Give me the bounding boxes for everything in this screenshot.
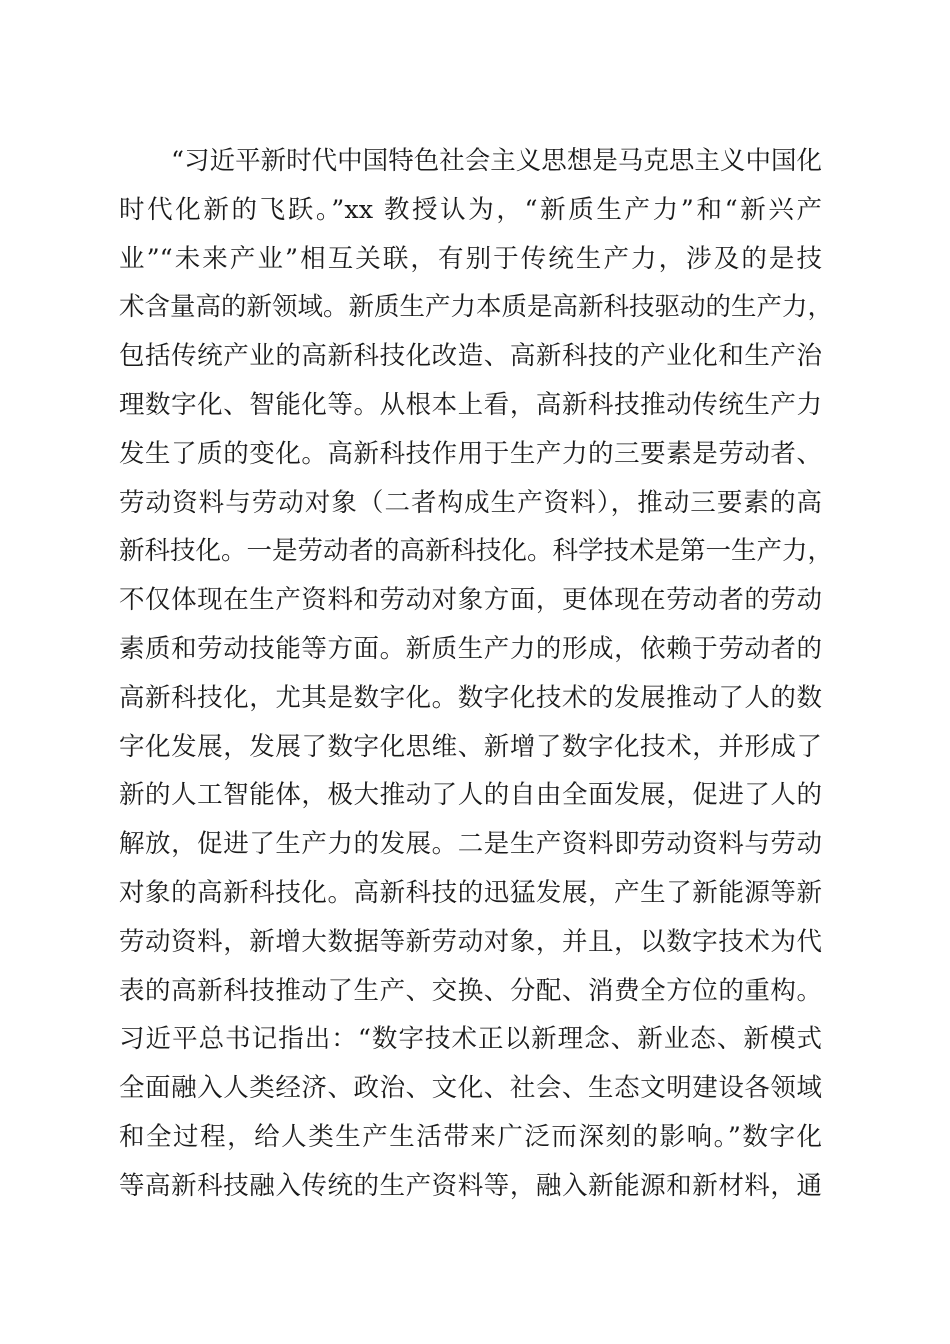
- paragraph-line: 高新科技化，尤其是数字化。数字化技术的发展推动了人的数: [119, 682, 822, 713]
- paragraph-line: “习近平新时代中国特色社会主义思想是马克思主义中国化: [171, 146, 822, 176]
- paragraph-line: 素质和劳动技能等方面。新质生产力的形成，依赖于劳动者的: [119, 633, 822, 664]
- paragraph-line: 术含量高的新领域。新质生产力本质是高新科技驱动的生产力，: [119, 292, 834, 323]
- paragraph-line: 新科技化。一是劳动者的高新科技化。科学技术是第一生产力，: [119, 536, 834, 567]
- paragraph-line: 习近平总书记指出：“数字技术正以新理念、新业态、新模式: [119, 1024, 822, 1055]
- paragraph-line: 业”“未来产业”相互关联，有别于传统生产力，涉及的是技: [119, 243, 822, 274]
- paragraph-line: 等高新科技融入传统的生产资料等，融入新能源和新材料，通: [119, 1170, 822, 1201]
- paragraph-line: 不仅体现在生产资料和劳动对象方面，更体现在劳动者的劳动: [119, 585, 822, 616]
- paragraph-line: 劳动资料与劳动对象（二者构成生产资料），推动三要素的高: [119, 487, 822, 518]
- body-paragraph: [0, 137, 950, 1211]
- paragraph-line: 对象的高新科技化。高新科技的迅猛发展，产生了新能源等新: [119, 877, 822, 908]
- paragraph-line: 发生了质的变化。高新科技作用于生产力的三要素是劳动者、: [119, 438, 822, 469]
- paragraph-line: 新的人工智能体，极大推动了人的自由全面发展，促进了人的: [119, 780, 822, 811]
- paragraph-line: 解放，促进了生产力的发展。二是生产资料即劳动资料与劳动: [119, 829, 822, 860]
- paragraph-line: 劳动资料，新增大数据等新劳动对象，并且，以数字技术为代: [119, 926, 822, 957]
- paragraph-line: 包括传统产业的高新科技化改造、高新科技的产业化和生产治: [119, 341, 822, 372]
- paragraph-line: 表的高新科技推动了生产、交换、分配、消费全方位的重构。: [119, 975, 822, 1006]
- paragraph-line: 字化发展，发展了数字化思维、新增了数字化技术，并形成了: [119, 731, 822, 762]
- paragraph-line: 时代化新的飞跃。”xx 教授认为，“新质生产力”和“新兴产: [119, 194, 822, 225]
- paragraph-line: 和全过程，给人类生产生活带来广泛而深刻的影响。”数字化: [119, 1121, 822, 1152]
- paragraph-line: 全面融入人类经济、政治、文化、社会、生态文明建设各领域: [119, 1073, 822, 1104]
- paragraph-line: 理数字化、智能化等。从根本上看，高新科技推动传统生产力: [119, 389, 822, 420]
